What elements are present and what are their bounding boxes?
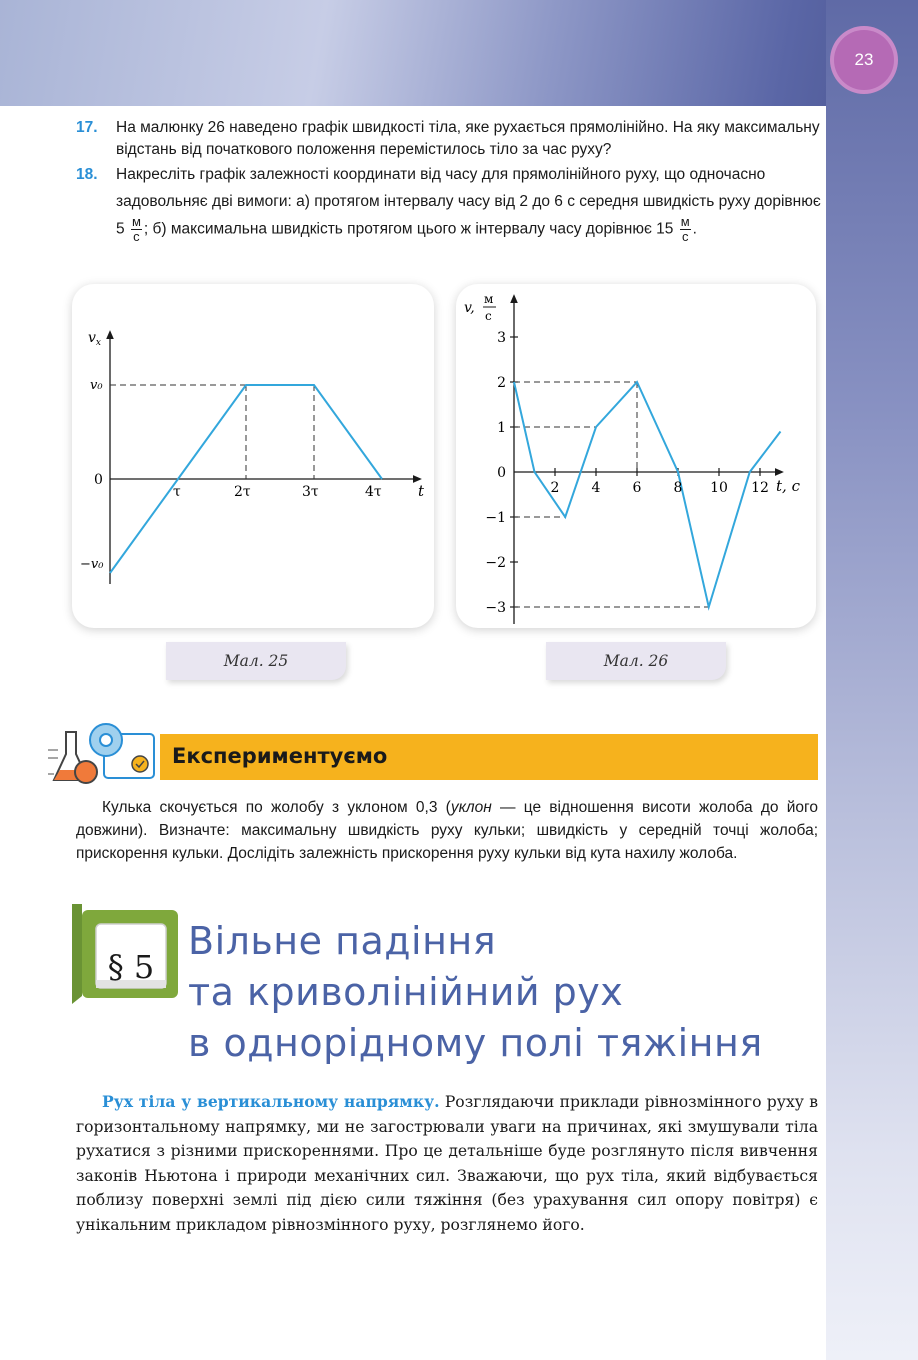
x-axis-label: t, с — [776, 477, 800, 495]
experiment-text — [76, 796, 818, 865]
unit-denominator: с — [681, 229, 689, 244]
x-tick-label: 10 — [710, 480, 728, 496]
figure-26-card — [456, 284, 816, 628]
experiment-text-part: Кулька скочується по жолобу з уклоном 0,3 ( — [102, 799, 451, 816]
experiment-text-part: — це відношення висоти жолоба до його довжини). Визначте: максимальну швидкість руху кульки; швидкість у середній точці жолоба; прискорення кульки. Дослідіть залежність прискорення руху кульки від кута нахилу жолоба. — [76, 799, 818, 862]
y-tick-labels — [485, 330, 506, 616]
x-tick-label: 8 — [673, 480, 683, 496]
x-axis-label: t — [418, 482, 425, 500]
x-tick-label: 2 — [550, 480, 560, 496]
paragraph-lead: Рух тіла у вертикальному напрямку. — [102, 1092, 440, 1111]
figure-26-caption: Мал. 26 — [546, 642, 726, 680]
figure-25-card — [72, 284, 434, 628]
section-title-line: та криволінійний рух — [188, 970, 624, 1014]
side-decoration — [826, 0, 918, 1360]
task-text-part: Накресліть графік залежності координати від часу для прямолінійного руху, що одночасно задовольняє дві вимоги: а) протягом інтервалу часу від 2 до 6 с середня швидкість руху дорівнює 5 — [116, 166, 821, 238]
section-title — [188, 916, 763, 1069]
x-tick-labels — [551, 480, 769, 496]
unit-numerator: м — [680, 214, 690, 229]
body-paragraph — [76, 1090, 818, 1237]
y-unit-denominator: с — [485, 309, 492, 323]
y-tick-label: −3 — [485, 600, 506, 616]
y-axis-label: $v_x$ — [88, 330, 101, 348]
y-tick-v0: v₀ — [90, 378, 103, 393]
x-tick-label: 4 — [591, 480, 601, 496]
x-tick-3tau: 3τ — [302, 484, 319, 500]
y-axis-label: v, — [464, 300, 475, 316]
task-number: 18. — [76, 166, 98, 183]
y-tick-label: 3 — [497, 330, 506, 346]
page-number-badge — [834, 30, 894, 90]
experiment-term: уклон — [450, 799, 492, 816]
unit-numerator: м — [131, 214, 141, 229]
y-tick-label: 1 — [497, 420, 506, 436]
y-tick-label: 0 — [497, 465, 506, 481]
unit-denominator: с — [133, 229, 140, 244]
y-tick-neg-v0: −v₀ — [80, 557, 104, 572]
y-tick-label: −2 — [485, 555, 506, 571]
y-unit-numerator: м — [484, 292, 494, 306]
x-tick-4tau: 4τ — [365, 484, 382, 500]
section-title-line: Вільне падіння — [188, 919, 497, 963]
x-tick-label: 12 — [751, 480, 769, 496]
unit-fraction — [131, 215, 142, 244]
section-title-line: в однорідному полі тяжіння — [188, 1021, 763, 1065]
y-tick-0: 0 — [94, 472, 103, 488]
section-number: § 5 — [107, 948, 155, 986]
task-text: На малюнку 26 наведено графік швидкості тіла, яке рухається прямолінійно. На яку максимальну відстань від початкового положення перемістилось тіло за час руху? — [116, 119, 820, 158]
unit-fraction — [680, 215, 691, 244]
figure-26-chart — [456, 284, 816, 628]
paragraph-text: Розглядаючи приклади рівнозмінного руху в горизонтальному напрямку, ми не загострювали уваги на причинах, які змушували тіла рухатися з різними прискореннями. Про це детальніше буде розглянуто після вивчення законів Ньютона і природи механічних сил. Зважаючи, що рух тіла, який відбувається поблизу поверхні землі під дією сили тяжіння (без урахування сил опору повітря) є унікальним прикладом рівнозмінного руху, розглянемо його. — [76, 1093, 818, 1234]
task-number: 17. — [76, 119, 98, 136]
page-number: 23 — [854, 50, 874, 69]
x-tick-tau: τ — [173, 484, 181, 500]
task-17 — [76, 117, 821, 161]
experiment-title: Експериментуємо — [172, 744, 388, 768]
task-text-part: . — [692, 220, 697, 238]
x-tick-label: 6 — [632, 480, 642, 496]
figure-25-caption: Мал. 25 — [166, 642, 346, 680]
figure-25-chart — [72, 284, 434, 628]
experiment-banner — [160, 734, 818, 780]
header-banner — [0, 0, 918, 106]
task-18 — [76, 161, 821, 244]
task-text — [116, 161, 821, 244]
task-text-part: ; б) максимальна швидкість протягом цього ж інтервалу часу дорівнює 15 — [143, 220, 674, 238]
y-tick-label: 2 — [497, 375, 506, 391]
y-tick-label: −1 — [485, 510, 506, 526]
x-tick-2tau: 2τ — [234, 484, 251, 500]
lab-flask-icon — [44, 714, 160, 792]
